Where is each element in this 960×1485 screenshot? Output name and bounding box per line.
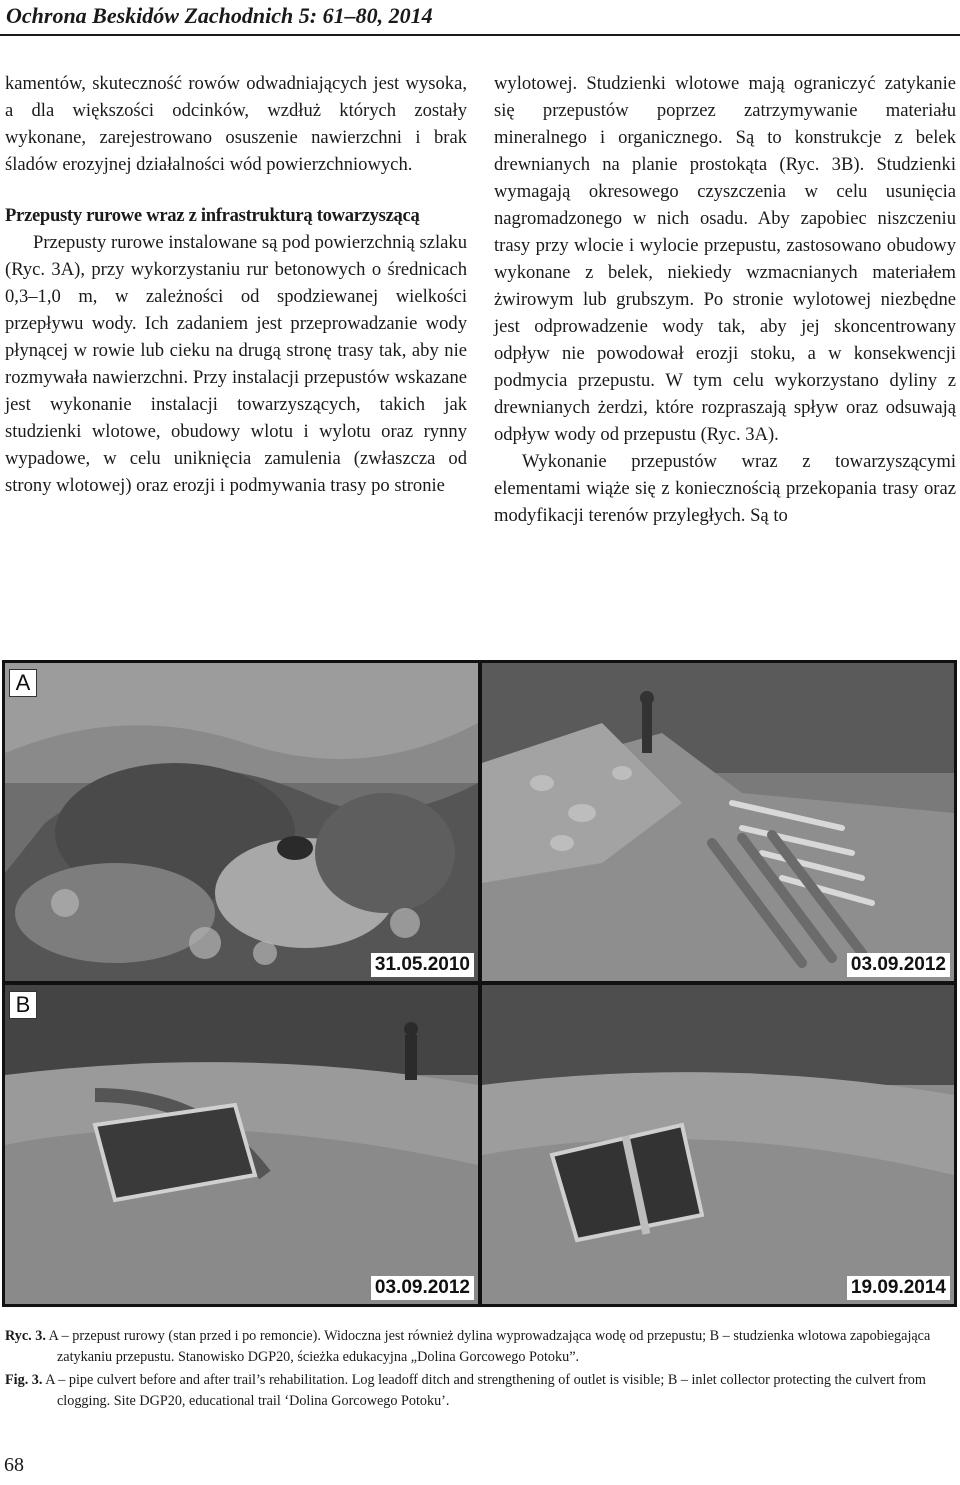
- running-head: Ochrona Beskidów Zachodnich 5: 61–80, 2014: [6, 3, 433, 28]
- caption-pl-lead: Ryc. 3.: [5, 1328, 46, 1344]
- caption-en-text: A – pipe culvert before and after trail’s rehabilitation. Log leadoff ditch and strengthening of outlet is visible; B – inlet collector protecting the culvert from clogging. Site DGP20, educational trail ‘Dolina Gorcowego Potoku’.: [42, 1372, 926, 1409]
- figure-3: [2, 660, 957, 1307]
- date-tag-a-after: 03.09.2012: [847, 953, 950, 977]
- right-column: [494, 70, 956, 529]
- date-tag-a-before: 31.05.2010: [371, 953, 474, 977]
- caption-pl: [5, 1326, 955, 1368]
- panel-label-b: B: [9, 991, 37, 1019]
- section-heading: Przepusty rurowe wraz z infrastrukturą towarzyszącą: [5, 205, 420, 226]
- panel-label-a: A: [9, 669, 37, 697]
- photo-a-after: [482, 663, 954, 981]
- left-column: [5, 70, 467, 499]
- header-rule: [0, 34, 960, 36]
- photo-b-after: [482, 985, 954, 1304]
- left-paragraph-2: Przepusty rurowe instalowane są pod powierzchnią szlaku (Ryc. 3A), przy wykorzystaniu rur betonowych o średnicach 0,3–1,0 m, w zależności od spodziewanej wielkości przepływu wody. Ich zadaniem jest przeprowadzanie wody płynącej w rowie lub cieku na drugą stronę trasy tak, aby nie rozmywała nawierzchni. Przy instalacji przepustów wskazane jest wykonanie instalacji towarzyszących, takich jak studzienki wlotowe, obudowy wlotu i wylotu oraz rynny wypadowe, w celu uniknięcia zamulenia (zwłaszcza od strony wlotowej) oraz erozji i podmywania trasy po stronie: [5, 232, 467, 496]
- photo-b-before: [5, 985, 478, 1304]
- date-tag-b-after: 19.09.2014: [847, 1276, 950, 1300]
- caption-en-lead: Fig. 3.: [5, 1372, 43, 1388]
- caption-pl-text: A – przepust rurowy (stan przed i po remoncie). Widoczna jest również dylina wyprowadzająca wodę od przepustu; B – studzienka wlotowa zapobiegająca zatykaniu przepustu. Stanowisko DGP20, ścieżka edukacyjna „Dolina Gorcowego Potoku”.: [45, 1328, 931, 1365]
- page-number: 68: [4, 1454, 24, 1476]
- right-paragraph-2: Wykonanie przepustów wraz z towarzyszącymi elementami wiąże się z koniecznością przekopania trasy oraz modyfikacji terenów przyległych. Są to: [494, 451, 956, 526]
- caption-en: [5, 1370, 955, 1412]
- left-paragraph-1: kamentów, skuteczność rowów odwadniających jest wysoka, a dla większości odcinków, wzdłuż których zostały wykonane, zarejestrowano osuszenie nawierzchni i brak śladów erozyjnej działalności wód powierzchniowych.: [5, 73, 467, 175]
- photo-a-before: [5, 663, 478, 981]
- right-paragraph-1: wylotowej. Studzienki wlotowe mają ograniczyć zatykanie się przepustów poprzez zatrzymywanie materiału mineralnego i organicznego. Są to konstrukcje z belek drewnianych na planie prostokąta (Ryc. 3B). Studzienki wymagają okresowego czyszczenia w celu usunięcia nagromadzonego w nich osadu. Aby zapobiec niszczeniu trasy przy wlocie i wylocie przepustu, zastosowano obudowy wykonane z belek, niekiedy wzmacnianych materiałem żwirowym lub grubszym. Po stronie wylotowej niezbędne jest odprowadzenie wody tak, aby jej skoncentrowany odpływ nie powodował erozji stoku, a w konsekwencji podmycia przepustu. W tym celu wykorzystano dyliny z drewnianych żerdzi, które rozpraszają spływ oraz odsuwają odpływ wody od przepustu (Ryc. 3A).: [494, 73, 956, 445]
- date-tag-b-before: 03.09.2012: [371, 1276, 474, 1300]
